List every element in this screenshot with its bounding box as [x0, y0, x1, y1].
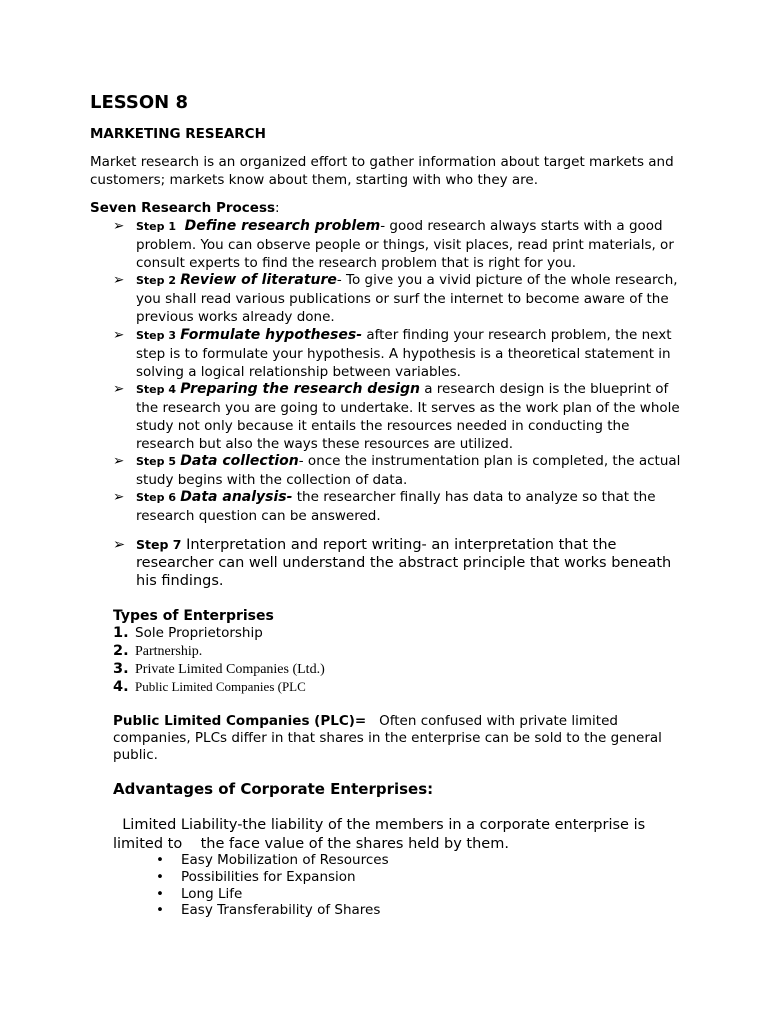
- enterprise-number: 4.: [113, 679, 129, 695]
- step-text: - good research always starts with a good problem. You can observe people or things, visit places, read print materials, or consult experts to find the research problem that is right for you.: [136, 218, 674, 271]
- step-title: Preparing the research design: [180, 381, 420, 397]
- step-label: Step 5: [136, 455, 176, 468]
- step-title: Data analysis-: [180, 489, 293, 505]
- enterprise-text: Private Limited Companies (Ltd.): [135, 662, 325, 677]
- step-label: Step 4: [136, 383, 176, 396]
- step-label: Step 6: [136, 491, 176, 504]
- bullet-dot-icon: •: [156, 852, 164, 868]
- step-body: [136, 536, 686, 590]
- plc-term: Public Limited Companies (PLC)=: [113, 713, 367, 729]
- step-body: [136, 488, 686, 525]
- enterprise-item: [113, 624, 263, 642]
- advantage-text: Long Life: [181, 886, 243, 902]
- step-text: - once the instrumentation plan is completed, the actual study begins with the collection of data.: [136, 453, 681, 488]
- arrow-bullet-icon: ➢: [113, 327, 125, 343]
- step-body: [136, 380, 686, 453]
- arrow-bullet-icon: ➢: [113, 218, 125, 234]
- arrow-bullet-icon: ➢: [113, 489, 125, 505]
- enterprise-item: [113, 642, 202, 661]
- advantage-item: [156, 869, 356, 886]
- process-heading-text: Seven Research Process: [90, 200, 276, 216]
- step-title: Data collection: [180, 453, 299, 469]
- step-text: a research design is the blueprint of the research you are going to undertake. It serves as the work plan of the whole study not only because it entails the resources needed in conducting the research but also the ways these resources are utilized.: [136, 381, 680, 452]
- bullet-dot-icon: •: [156, 886, 164, 902]
- limited-liability-text: Limited Liability-the liability of the members in a corporate enterprise is limited to the face value of the shares held by them.: [113, 817, 650, 852]
- enterprise-number: 1.: [113, 625, 129, 641]
- arrow-bullet-icon: ➢: [113, 537, 126, 553]
- advantages-heading: Advantages of Corporate Enterprises:: [113, 780, 434, 798]
- plc-text: Often confused with private limited companies, PLCs differ in that shares in the enterprise can be sold to the general public.: [113, 713, 662, 763]
- step-label: Step 3: [136, 329, 176, 342]
- step-label: Step 7: [136, 537, 182, 552]
- enterprise-text: Public Limited Companies (PLC: [135, 679, 306, 694]
- step-body: [136, 452, 686, 489]
- enterprise-item: [113, 678, 306, 696]
- advantage-text: Easy Mobilization of Resources: [181, 852, 389, 868]
- enterprise-number: 2.: [113, 643, 129, 659]
- arrow-bullet-icon: ➢: [113, 453, 125, 469]
- step-body: [136, 326, 686, 381]
- enterprises-heading: Types of Enterprises: [113, 608, 274, 624]
- limited-liability-paragraph: [113, 816, 693, 854]
- step-title: Define research problem: [184, 218, 381, 234]
- advantage-item: [156, 902, 380, 919]
- advantage-text: Possibilities for Expansion: [181, 869, 356, 885]
- step-item: [113, 488, 688, 524]
- step-body: [136, 271, 686, 326]
- process-heading: [90, 199, 280, 217]
- advantage-item: [156, 886, 242, 903]
- advantage-text: Easy Transferability of Shares: [181, 902, 381, 918]
- step-title: Review of literature: [180, 272, 337, 288]
- step-item: [113, 217, 688, 271]
- enterprise-text: Partnership.: [135, 644, 203, 659]
- enterprise-text: Sole Proprietorship: [135, 625, 263, 641]
- enterprise-item: [113, 660, 325, 679]
- process-heading-colon: :: [275, 200, 280, 216]
- bullet-dot-icon: •: [156, 869, 164, 885]
- step-text: Interpretation and report writing- an interpretation that the researcher can well understand the abstract principle that works beneath his findings.: [136, 537, 672, 589]
- step-item: [113, 271, 688, 325]
- step-item: [113, 452, 688, 488]
- lesson-title: LESSON 8: [90, 92, 189, 113]
- step-title: Formulate hypotheses-: [180, 327, 363, 343]
- step-body: [136, 217, 686, 272]
- step-item: [113, 536, 688, 590]
- step-label: Step 1: [136, 220, 176, 233]
- advantage-item: [156, 852, 389, 869]
- section-title: MARKETING RESEARCH: [90, 126, 266, 142]
- step-label: Step 2: [136, 274, 176, 287]
- step-text: - To give you a vivid picture of the whole research, you shall read various publications or surf the internet to become aware of the previous works already done.: [136, 272, 678, 325]
- bullet-dot-icon: •: [156, 902, 164, 918]
- step-text: the researcher finally has data to analyze so that the research question can be answered.: [136, 489, 656, 524]
- step-text: after finding your research problem, the next step is to formulate your hypothesis. A hypothesis is a theoretical statement in solving a logical relationship between variables.: [136, 327, 672, 380]
- arrow-bullet-icon: ➢: [113, 272, 125, 288]
- enterprise-number: 3.: [113, 661, 129, 677]
- intro-paragraph: Market research is an organized effort to gather information about target markets and customers; markets know about them, starting with who they are.: [90, 154, 674, 188]
- plc-paragraph: [113, 713, 693, 764]
- step-item: [113, 326, 688, 380]
- arrow-bullet-icon: ➢: [113, 381, 125, 397]
- step-item: [113, 380, 688, 452]
